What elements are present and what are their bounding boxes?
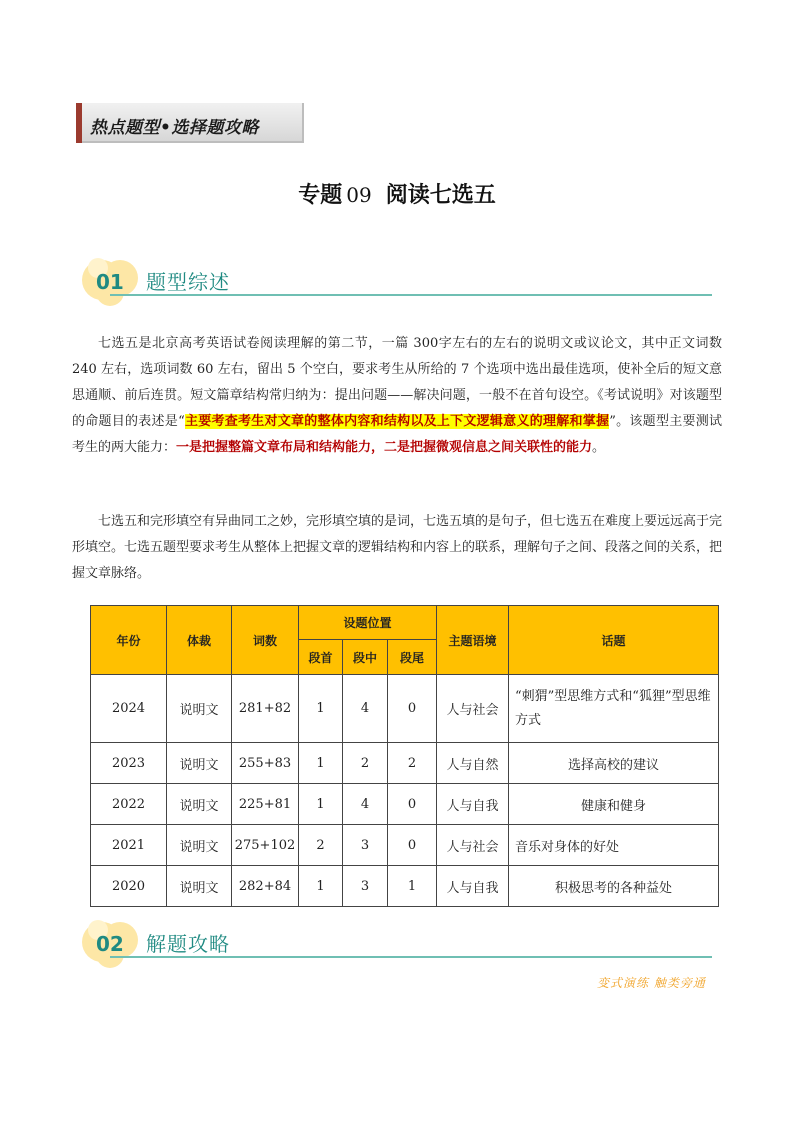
cell-start: 1 <box>299 866 343 907</box>
cell-year: 2024 <box>91 675 167 743</box>
practice-footer: 变式演练 触类旁通 <box>597 976 706 990</box>
cell-start: 1 <box>299 784 343 825</box>
section-number: 01 <box>96 270 124 294</box>
cell-end: 2 <box>388 743 437 784</box>
section-tag <box>76 103 304 143</box>
header-words: 词数 <box>232 606 299 675</box>
cell-words: 281+82 <box>232 675 299 743</box>
header-genre: 体裁 <box>167 606 232 675</box>
title-name: 阅读七选五 <box>385 183 496 208</box>
cell-year: 2023 <box>91 743 167 784</box>
cell-start: 2 <box>299 825 343 866</box>
cell-words: 282+84 <box>232 866 299 907</box>
cell-middle: 4 <box>343 784 388 825</box>
cell-theme: 人与社会 <box>437 825 509 866</box>
cell-genre: 说明文 <box>167 743 232 784</box>
cell-middle: 4 <box>343 675 388 743</box>
para1-text-c: 。 <box>592 440 606 455</box>
table-row <box>91 743 719 784</box>
cell-theme: 人与社会 <box>437 675 509 743</box>
cell-year: 2020 <box>91 866 167 907</box>
subheader-start: 段首 <box>299 640 343 675</box>
cell-genre: 说明文 <box>167 784 232 825</box>
para2-text: 七选五和完形填空有异曲同工之妙，完形填空填的是词，七选五填的是句子，但七选五在难度上要远远高于完形填空。七选五题型要求考生从整体上把握文章的逻辑结构和内容上的联系，理解句子之间、段落之间的关系，把握文章脉络。 <box>72 514 723 581</box>
cell-year: 2021 <box>91 825 167 866</box>
cell-genre: 说明文 <box>167 675 232 743</box>
cell-start: 1 <box>299 743 343 784</box>
tag-accent-stripe <box>76 103 82 143</box>
cell-end: 0 <box>388 784 437 825</box>
header-position: 设题位置 <box>299 606 437 640</box>
section-header-1 <box>80 256 712 312</box>
header-year: 年份 <box>91 606 167 675</box>
table-row <box>91 866 719 907</box>
cell-genre: 说明文 <box>167 866 232 907</box>
cell-topic: “刺猬”型思维方式和“狐狸”型思维方式 <box>509 675 719 743</box>
page-title <box>0 178 794 209</box>
cell-topic: 积极思考的各种益处 <box>509 866 719 907</box>
cell-genre: 说明文 <box>167 825 232 866</box>
table-row <box>91 825 719 866</box>
cell-words: 275+102 <box>232 825 299 866</box>
cell-start: 1 <box>299 675 343 743</box>
section-heading: 题型综述 <box>146 270 230 294</box>
cell-words: 255+83 <box>232 743 299 784</box>
header-theme: 主题语境 <box>437 606 509 675</box>
cell-topic: 健康和健身 <box>509 784 719 825</box>
para1-text-b: ”。该题型主要测试考生的两大能力： <box>72 414 722 455</box>
section-number: 02 <box>96 932 124 956</box>
cell-middle: 3 <box>343 866 388 907</box>
section-heading: 解题攻略 <box>146 932 230 956</box>
cell-middle: 3 <box>343 825 388 866</box>
para1-highlight: 主要考查考生对文章的整体内容和结构以及上下文逻辑意义的理解和掌握 <box>184 414 610 429</box>
subheader-end: 段尾 <box>388 640 437 675</box>
cell-words: 225+81 <box>232 784 299 825</box>
cell-end: 1 <box>388 866 437 907</box>
exam-table <box>90 605 719 907</box>
tag-label: 热点题型•选择题攻略 <box>90 118 259 138</box>
cell-theme: 人与自我 <box>437 866 509 907</box>
title-prefix: 专题 <box>298 183 343 208</box>
table-row <box>91 784 719 825</box>
header-topic: 话题 <box>509 606 719 675</box>
para1-text-a: 七选五是北京高考英语试卷阅读理解的第二节，一篇 300字左右的左右的说明文或议论文，其中正文词数 240 左右，选项词数 60 左右，留出 5 个空白，要求考生从所给的 7 个选项中选出最佳选项，使补全后的短文意思通顺、前后连贯。短文篇章结构常归纳为：提出问题——解决问题，一般不在首句设空。《考试说明》对该题型的命题目的表述是“ <box>72 336 722 429</box>
subheader-middle: 段中 <box>343 640 388 675</box>
cell-topic: 选择高校的建议 <box>509 743 719 784</box>
section-header-2 <box>80 918 712 974</box>
cell-theme: 人与自我 <box>437 784 509 825</box>
cell-end: 0 <box>388 675 437 743</box>
title-number: 09 <box>346 183 372 207</box>
cell-year: 2022 <box>91 784 167 825</box>
overview-paragraph <box>72 331 722 461</box>
cell-middle: 2 <box>343 743 388 784</box>
cell-theme: 人与自然 <box>437 743 509 784</box>
table-row <box>91 675 719 743</box>
cell-topic: 音乐对身体的好处 <box>509 825 719 866</box>
para1-red-text: 一是把握整篇文章布局和结构能力，二是把握微观信息之间关联性的能力 <box>176 440 593 455</box>
comparison-paragraph <box>72 509 722 587</box>
cell-end: 0 <box>388 825 437 866</box>
